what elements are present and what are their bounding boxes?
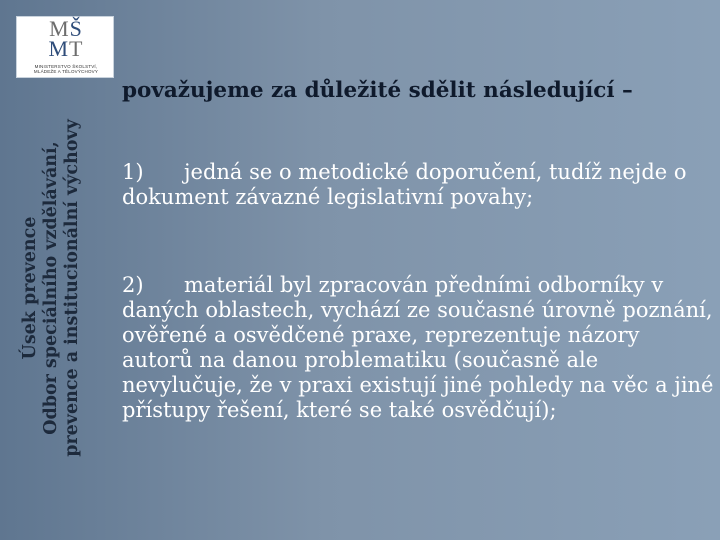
logo-letter: Š bbox=[69, 16, 83, 41]
point-text: jedná se o metodické doporučení, tudíž nejde o dokument závazné legislativní povahy; bbox=[122, 160, 687, 209]
msmt-logo bbox=[16, 16, 114, 78]
sidebar-line: Úsek prevence bbox=[20, 216, 40, 360]
sidebar-department-label bbox=[20, 98, 83, 478]
point-text: materiál byl zpracován předními odborníky v daných oblastech, vychází ze současné úrovně poznání, ověřené a osvědčené praxe, reprezentuje názory autorů na danou problematiku (současně ale nevylučuje, že v praxi existují jiné pohledy na věc a jiné přístupy řešení, které se také osvědčují); bbox=[122, 273, 714, 422]
numbered-point bbox=[122, 160, 716, 210]
sidebar-line: prevence a institucionální výchovy bbox=[62, 119, 82, 457]
sidebar-line: Odbor speciálního vzdělávání, bbox=[41, 141, 61, 435]
slide-heading: považujeme za důležité sdělit následující – bbox=[122, 78, 633, 103]
point-number: 2) bbox=[122, 273, 144, 297]
logo-letter: M bbox=[48, 36, 70, 61]
numbered-point bbox=[122, 273, 716, 423]
logo-letter: T bbox=[69, 36, 84, 61]
logo-mark bbox=[45, 16, 87, 63]
logo-letter: M bbox=[49, 16, 70, 41]
logo-caption bbox=[21, 64, 111, 74]
point-number: 1) bbox=[122, 160, 144, 184]
logo-caption-line: MLÁDEŽE A TĚLOVÝCHOVY bbox=[33, 69, 99, 74]
logo-caption-line: MINISTERSTVO ŠKOLSTVÍ, bbox=[34, 64, 98, 69]
